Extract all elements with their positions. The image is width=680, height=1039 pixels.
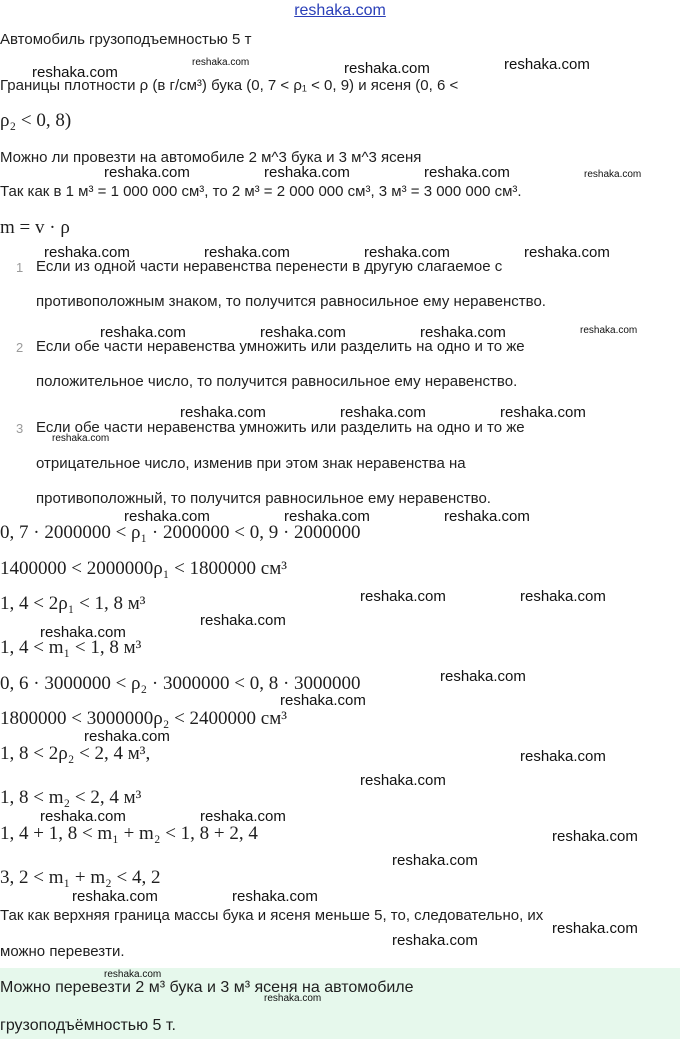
conversion-line: Так как в 1 м³ = 1 000 000 см³, то 2 м³ = 2 000 000 см³, 3 м³ = 3 000 000 см³. — [0, 183, 522, 200]
watermark: reshaka.com — [40, 624, 126, 641]
watermark: reshaka.com — [40, 808, 126, 825]
watermark: reshaka.com — [72, 888, 158, 905]
watermark: reshaka.com — [280, 692, 366, 709]
watermark: reshaka.com — [520, 748, 606, 765]
watermark: reshaka.com — [552, 920, 638, 937]
watermark: reshaka.com — [44, 244, 130, 261]
watermark: reshaka.com — [420, 324, 506, 341]
watermark: reshaka.com — [392, 932, 478, 949]
equation: 1, 4 < m₁ < 1, 8 м³ — [0, 637, 142, 658]
equation: 3, 2 < m₁ + m₂ < 4, 2 — [0, 867, 161, 888]
watermark: reshaka.com — [124, 508, 210, 525]
rule-text: положительное число, то получится равносильное ему неравенство. — [36, 373, 518, 390]
mass-formula: m = v · ρ — [0, 217, 70, 238]
rule-number: 2 — [16, 340, 24, 355]
answer-box — [0, 968, 680, 1039]
equation: 0, 6 · 3000000 < ρ₂ · 3000000 < 0, 8 · 3000000 — [0, 673, 361, 694]
watermark: reshaka.com — [104, 164, 190, 181]
watermark: reshaka.com — [264, 164, 350, 181]
equation: 0, 7 · 2000000 < ρ₁ · 2000000 < 0, 9 · 2000000 — [0, 522, 361, 543]
watermark: reshaka.com — [204, 244, 290, 261]
rule-text: Если из одной части неравенства перенести в другую слагаемое с — [36, 258, 503, 275]
watermark: reshaka.com — [100, 324, 186, 341]
equation: 1, 8 < m₂ < 2, 4 м³ — [0, 787, 142, 808]
watermark: reshaka.com — [580, 325, 638, 336]
density-line-1: Границы плотности ρ (в г/см³) бука (0, 7 < ρ₁ < 0, 9) и ясеня (0, 6 < — [0, 77, 459, 94]
problem-title: Автомобиль грузоподъемностью 5 т — [0, 31, 252, 48]
equation: 1800000 < 3000000ρ₂ < 2400000 см³ — [0, 708, 287, 729]
watermark: reshaka.com — [360, 772, 446, 789]
conclusion-line-1: Так как верхняя граница массы бука и ясеня меньше 5, то, следовательно, их — [0, 907, 544, 924]
watermark: reshaka.com — [200, 612, 286, 629]
answer-line-1: Можно перевезти 2 м³ бука и 3 м³ ясеня на автомобиле — [0, 979, 414, 996]
equation: 1, 4 + 1, 8 < m₁ + m₂ < 1, 8 + 2, 4 — [0, 823, 258, 844]
equation: 1400000 < 2000000ρ₁ < 1800000 см³ — [0, 558, 287, 579]
answer-line-2: грузоподъёмностью 5 т. — [0, 1017, 176, 1034]
density-line-2: ρ₂ < 0, 8) — [0, 110, 72, 131]
rule-text: противоположный, то получится равносильное ему неравенство. — [36, 490, 491, 507]
site-header-link[interactable]: reshaka.com — [294, 2, 386, 19]
rule-text: Если обе части неравенства умножить или разделить на одно и то же — [36, 338, 525, 355]
watermark: reshaka.com — [84, 728, 170, 745]
watermark: reshaka.com — [524, 244, 610, 261]
watermark: reshaka.com — [200, 808, 286, 825]
rule-number: 1 — [16, 260, 24, 275]
equation: 1, 8 < 2ρ₂ < 2, 4 м³, — [0, 743, 151, 764]
watermark: reshaka.com — [232, 888, 318, 905]
watermark: reshaka.com — [284, 508, 370, 525]
watermark: reshaka.com — [52, 433, 110, 444]
watermark: reshaka.com — [260, 324, 346, 341]
watermark: reshaka.com — [440, 668, 526, 685]
watermark: reshaka.com — [32, 64, 118, 81]
rule-text: Если обе части неравенства умножить или разделить на одно и то же — [36, 419, 525, 436]
watermark: reshaka.com — [104, 969, 162, 980]
watermark: reshaka.com — [392, 852, 478, 869]
watermark: reshaka.com — [192, 57, 250, 68]
conclusion-line-2: можно перевезти. — [0, 943, 125, 960]
equation: 1, 4 < 2ρ₁ < 1, 8 м³ — [0, 593, 146, 614]
watermark: reshaka.com — [344, 60, 430, 77]
watermark: reshaka.com — [444, 508, 530, 525]
question-line: Можно ли провезти на автомобиле 2 м^3 бука и 3 м^3 ясеня — [0, 149, 422, 166]
watermark: reshaka.com — [180, 404, 266, 421]
watermark: reshaka.com — [500, 404, 586, 421]
watermark: reshaka.com — [504, 56, 590, 73]
watermark: reshaka.com — [364, 244, 450, 261]
rule-text: противоположным знаком, то получится равносильное ему неравенство. — [36, 293, 546, 310]
rule-number: 3 — [16, 421, 24, 436]
rule-text: отрицательное число, изменив при этом знак неравенства на — [36, 455, 466, 472]
watermark: reshaka.com — [584, 169, 642, 180]
watermark: reshaka.com — [424, 164, 510, 181]
watermark: reshaka.com — [520, 588, 606, 605]
watermark: reshaka.com — [264, 993, 322, 1004]
watermark: reshaka.com — [360, 588, 446, 605]
watermark: reshaka.com — [340, 404, 426, 421]
watermark: reshaka.com — [552, 828, 638, 845]
